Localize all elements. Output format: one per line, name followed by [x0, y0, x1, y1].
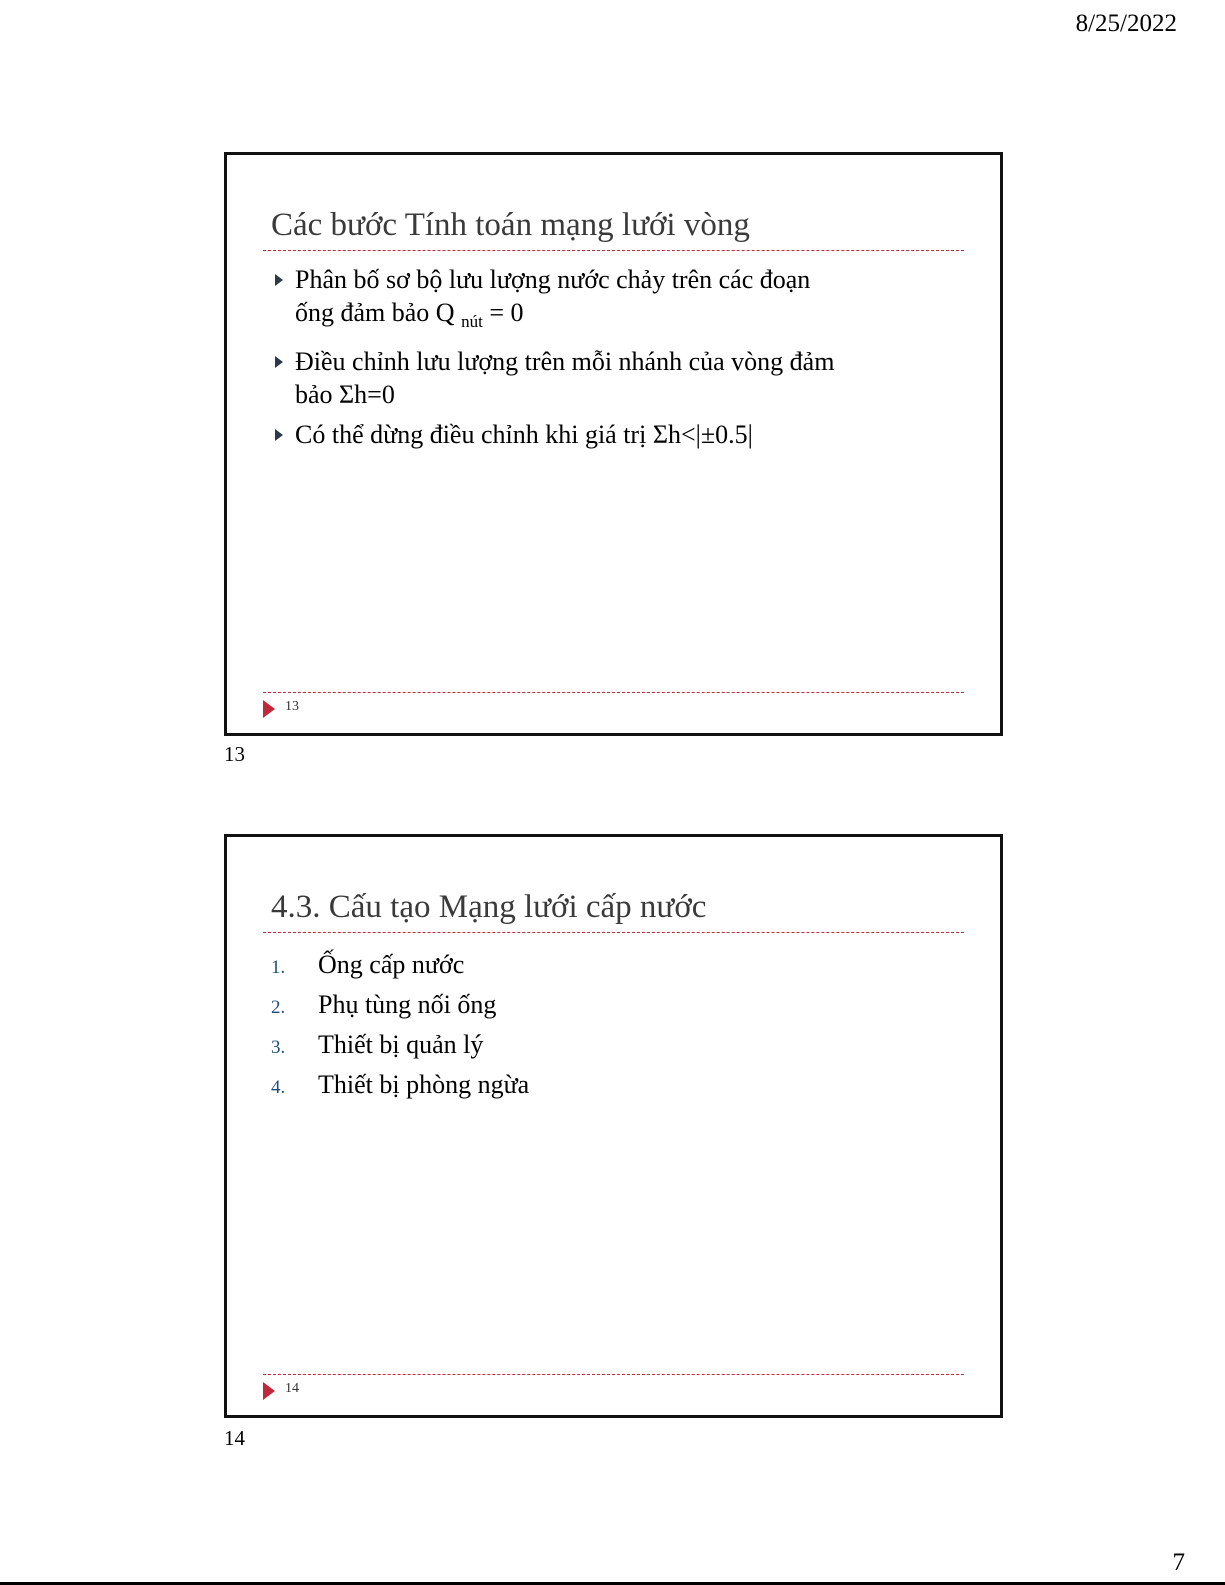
footer-divider [263, 692, 964, 693]
numbered-list [271, 945, 529, 1105]
bullet-item [273, 345, 913, 411]
slide-14 [224, 834, 1003, 1418]
list-item [271, 1025, 529, 1065]
list-text: Thiết bị phòng ngừa [318, 1070, 530, 1099]
list-item [271, 945, 529, 985]
bullet-text: Phân bố sơ bộ lưu lượng nước chảy trên các đoạn [295, 265, 811, 294]
title-divider [263, 932, 964, 933]
page-number: 7 [1172, 1549, 1185, 1576]
slide-caption: 13 [224, 742, 245, 766]
bullet-text: ống đảm bảo Q [295, 298, 462, 327]
footer-divider [263, 1374, 964, 1375]
bullet-arrow-icon [275, 274, 283, 286]
subscript: nút [461, 312, 483, 331]
list-number: 4. [271, 1077, 286, 1098]
slide-caption: 14 [224, 1426, 245, 1450]
footer-arrow-icon [263, 700, 275, 718]
footer-arrow-icon [263, 1382, 275, 1400]
bullet-item [273, 418, 913, 451]
bullet-text: Có thể dừng điều chỉnh khi giá trị Σh<|±0.5| [295, 420, 753, 449]
bullet-text: = 0 [482, 298, 524, 327]
page-date: 8/25/2022 [1075, 10, 1177, 37]
slide-13 [224, 152, 1003, 736]
list-text: Thiết bị quản lý [318, 1030, 484, 1059]
slide-title: 4.3. Cấu tạo Mạng lưới cấp nước [271, 889, 707, 925]
bullet-arrow-icon [275, 429, 283, 441]
bullet-arrow-icon [275, 356, 283, 368]
slide-footer-number: 13 [285, 699, 299, 714]
list-item [271, 1065, 529, 1105]
slide-footer-number: 14 [285, 1381, 299, 1396]
list-text: Ống cấp nước [318, 950, 465, 979]
bullet-text: bảo Σh=0 [295, 380, 395, 409]
bullet-item [273, 263, 913, 338]
list-number: 3. [271, 1037, 286, 1058]
list-number: 2. [271, 997, 286, 1018]
list-text: Phụ tùng nối ống [318, 990, 497, 1019]
bullet-list [273, 263, 913, 458]
list-item [271, 985, 529, 1025]
list-number: 1. [271, 957, 286, 978]
title-divider [263, 250, 964, 251]
slide-title: Các bước Tính toán mạng lưới vòng [271, 207, 750, 243]
bullet-text: Điều chỉnh lưu lượng trên mỗi nhánh của vòng đảm [295, 347, 835, 376]
